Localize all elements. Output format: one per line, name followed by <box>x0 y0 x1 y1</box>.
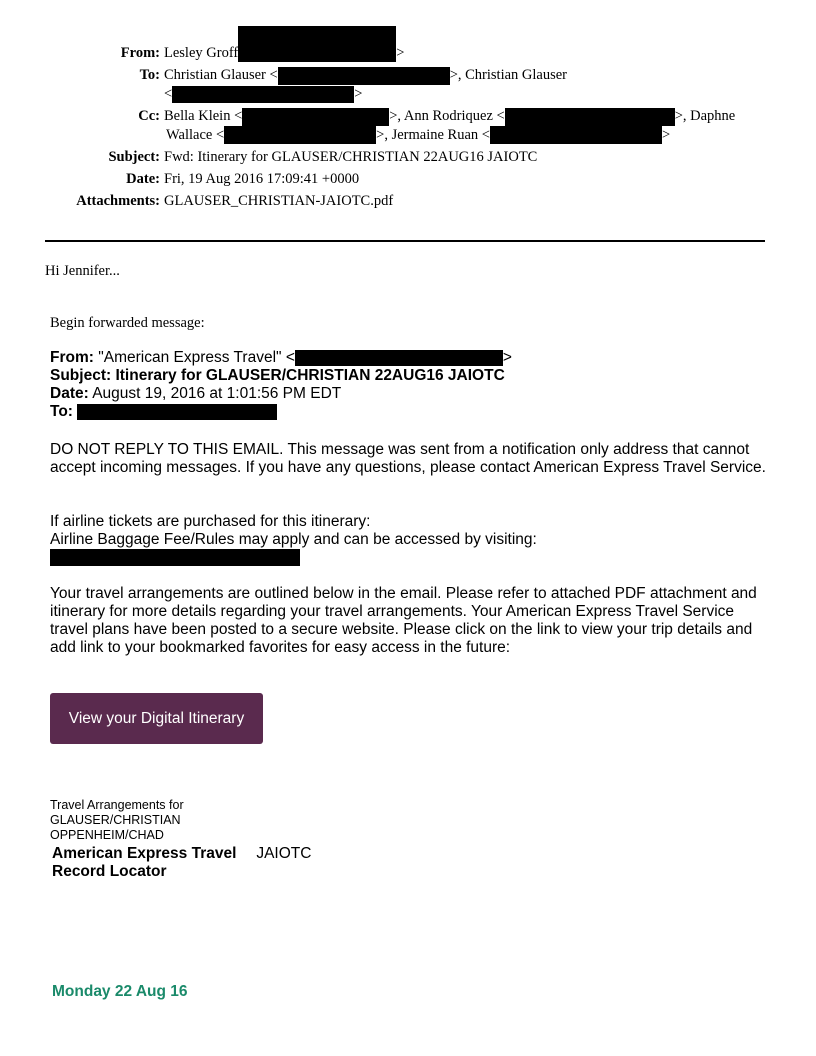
cc-close-bracket: > <box>661 126 671 143</box>
date-label: Date: <box>126 171 160 188</box>
forwarded-date-value: August 19, 2016 at 1:01:56 PM EDT <box>92 385 342 402</box>
forwarded-header <box>50 349 512 421</box>
arrangements-line-3: OPPENHEIM/CHAD <box>50 828 164 842</box>
attachments-row <box>0 192 780 210</box>
redacted-cc-email-2 <box>505 108 675 126</box>
record-locator <box>52 845 311 881</box>
baggage-line-2: Airline Baggage Fee/Rules may apply and can be accessed by visiting: <box>50 531 537 548</box>
redacted-cc-email-1 <box>242 108 389 126</box>
from-label: From: <box>120 45 160 61</box>
forwarded-subject-value: Itinerary for GLAUSER/CHRISTIAN 22AUG16 JAIOTC <box>115 367 505 384</box>
cc-recipient-3: >, Daphne <box>674 107 736 124</box>
forwarded-subject-label: Subject: <box>50 367 112 384</box>
view-digital-itinerary-button[interactable]: View your Digital Itinerary <box>50 693 263 744</box>
email-header <box>0 44 780 214</box>
forwarded-to-label: To: <box>50 403 73 420</box>
subject-row <box>0 148 780 166</box>
redacted-to-email-1 <box>278 67 450 85</box>
redacted-to-email-2 <box>172 86 354 103</box>
header-divider <box>45 240 765 242</box>
greeting: Hi Jennifer... <box>45 263 120 279</box>
redacted-forwarded-to-email <box>77 404 277 420</box>
subject-value: Fwd: Itinerary for GLAUSER/CHRISTIAN 22AUG16 JAIOTC <box>164 149 538 166</box>
cc-label: Cc: <box>138 107 160 124</box>
cc-recipient-1: Bella Klein < <box>164 107 243 124</box>
forwarded-from-close: > <box>502 349 512 366</box>
record-locator-value: JAIOTC <box>256 845 312 862</box>
from-name: Lesley Groff <box>164 45 239 61</box>
forwarded-from-row <box>50 349 512 367</box>
forwarded-subject-row <box>50 367 512 385</box>
attachments-label: Attachments: <box>76 193 160 210</box>
redacted-from-email <box>238 26 396 62</box>
travel-arrangements-paragraph: Your travel arrangements are outlined below in the email. Please refer to attached PDF attachment and itinerary for more details regarding your travel arrangements. Your American Express Travel Service travel plans have been posted to a secure website. Please click on the link to view your trip details and add link to your bookmarked favorites for easy access in the future: <box>50 585 757 656</box>
to-row <box>0 66 780 103</box>
to-label: To: <box>139 67 160 83</box>
day-heading: Monday 22 Aug 16 <box>52 983 188 1000</box>
from-row <box>0 44 780 62</box>
to-open-bracket-2: < <box>164 85 173 102</box>
attachment-file[interactable]: GLAUSER_CHRISTIAN-JAIOTC.pdf <box>164 193 394 210</box>
forwarded-to-row <box>50 403 512 421</box>
cc-recipient-4: Wallace < <box>166 126 225 143</box>
arrangements-line-2: GLAUSER/CHRISTIAN <box>50 813 181 827</box>
record-locator-label-line-1: American Express Travel <box>52 845 237 862</box>
no-reply-notice: DO NOT REPLY TO THIS EMAIL. This message was sent from a notification only address that cannot accept incoming messages. If you have any questions, please contact American Express Travel Service. <box>50 441 766 476</box>
to-recipient-1: Christian Glauser < <box>164 67 278 83</box>
subject-label: Subject: <box>108 149 160 166</box>
from-close-bracket: > <box>396 45 405 61</box>
redacted-forwarded-from-email <box>295 350 503 366</box>
date-row <box>0 170 780 188</box>
forwarded-from-name: "American Express Travel" < <box>98 349 295 366</box>
cc-recipient-5: >, Jermaine Ruan < <box>376 126 490 143</box>
redacted-cc-email-5 <box>490 126 662 144</box>
cc-row <box>0 107 780 144</box>
to-separator: >, Christian Glauser <box>449 67 567 83</box>
redacted-cc-email-4 <box>224 126 376 144</box>
forward-intro: Begin forwarded message: <box>50 315 205 331</box>
baggage-line-1: If airline tickets are purchased for this itinerary: <box>50 513 371 530</box>
arrangements-line-1: Travel Arrangements for <box>50 798 184 812</box>
forwarded-date-label: Date: <box>50 385 89 402</box>
cc-recipient-2: >, Ann Rodriquez < <box>389 107 505 124</box>
date-value: Fri, 19 Aug 2016 17:09:41 +0000 <box>164 171 360 188</box>
redacted-baggage-link[interactable] <box>50 549 300 566</box>
baggage-notice <box>50 513 770 567</box>
record-locator-label <box>52 845 252 881</box>
to-close-bracket-2: > <box>354 85 363 102</box>
travel-arrangements-for <box>50 798 184 843</box>
forwarded-from-label: From: <box>50 349 94 366</box>
record-locator-label-line-2: Record Locator <box>52 863 167 880</box>
forwarded-date-row <box>50 385 512 403</box>
